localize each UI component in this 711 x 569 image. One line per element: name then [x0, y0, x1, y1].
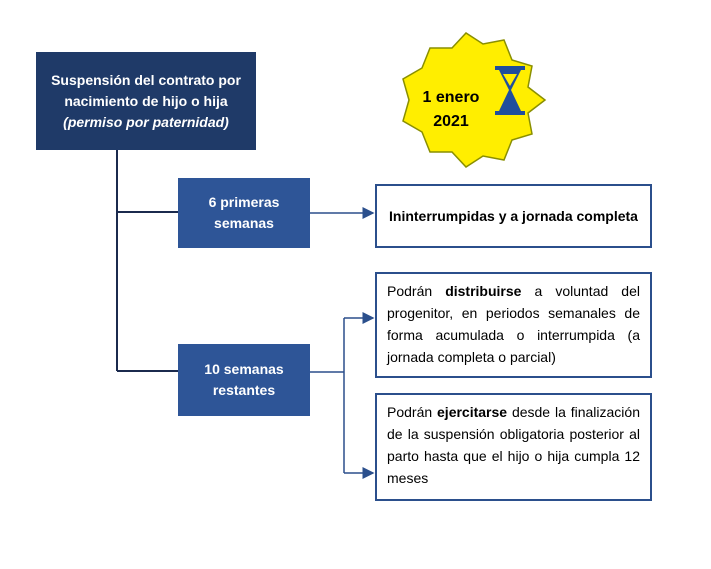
detail-second-a-box	[375, 272, 652, 378]
badge-date-line2: 2021	[433, 113, 469, 130]
detail-second-b-post: desde la finalización de la suspensión obligatoria posterior al parto hasta que el hijo o hija cumpla 12 meses	[387, 404, 640, 486]
branch-first-box	[178, 178, 310, 248]
detail-second-a-bold: distribuirse	[445, 283, 522, 299]
badge-date	[406, 86, 496, 134]
branch-second-box	[178, 344, 310, 416]
detail-second-a-post: a voluntad del progenitor, en periodos semanales de forma acumulada o interrumpida (a jornada completa o parcial)	[387, 283, 640, 365]
badge-date-line1: 1 enero	[422, 89, 480, 106]
detail-second-b-bold: ejercitarse	[437, 404, 508, 420]
detail-second-b-pre: Podrán	[387, 404, 438, 420]
branch-first-line2: semanas	[214, 215, 274, 231]
branch-second-line1: 10 semanas	[204, 361, 284, 377]
detail-first-text: Ininterrumpidas y a jornada completa	[389, 208, 638, 224]
main-box-line1: Suspensión del contrato por	[51, 71, 241, 88]
branch-second-line2: restantes	[212, 382, 276, 398]
main-box-line2: nacimiento de hijo o hija	[64, 92, 228, 109]
main-box-line3: (permiso por paternidad)	[63, 113, 229, 130]
detail-first-box	[375, 184, 652, 248]
detail-second-b-box	[375, 393, 652, 501]
branch-first-line1: 6 primeras	[208, 194, 280, 210]
detail-second-a-pre: Podrán	[387, 283, 446, 299]
